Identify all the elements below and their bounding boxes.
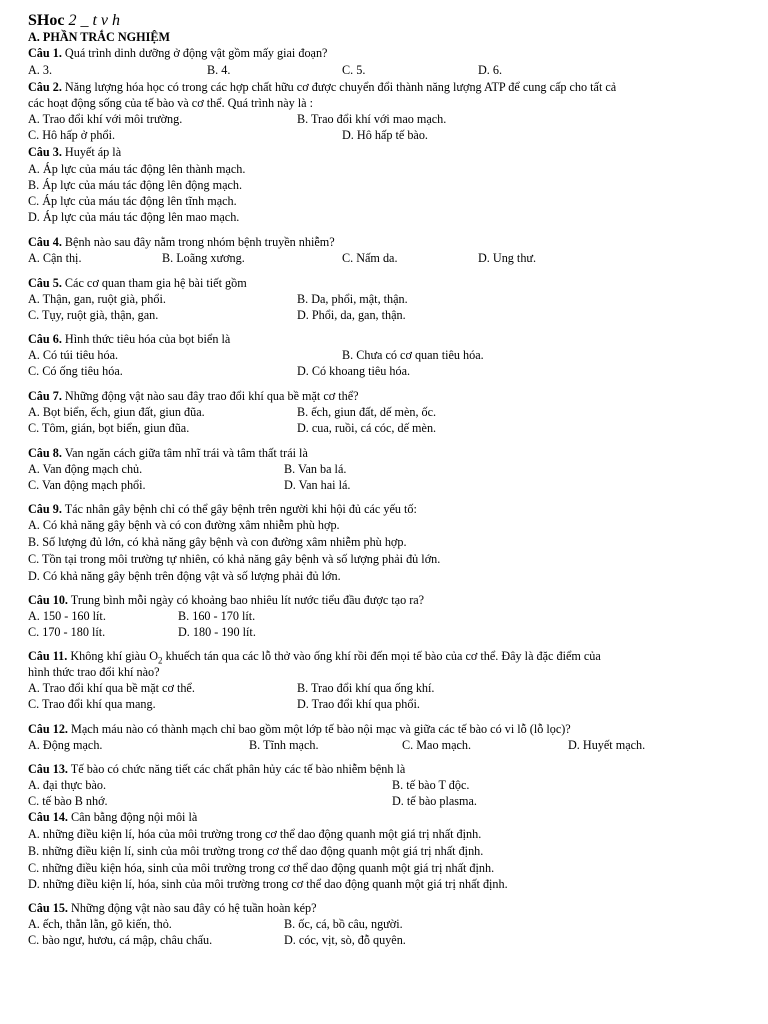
question-5-stem xyxy=(28,276,740,291)
question-3-stem xyxy=(28,145,740,160)
option-c[interactable]: C. tế bào B nhớ. xyxy=(28,794,108,808)
option-d[interactable]: D. Phổi, da, gan, thận. xyxy=(297,308,406,322)
header-rest: 2 _ t v h xyxy=(68,12,120,29)
option-d[interactable]: D. Van hai lá. xyxy=(284,478,351,492)
option-b[interactable]: B. 160 - 170 lít. xyxy=(178,609,256,623)
option-a[interactable]: A. đại thực bào. xyxy=(28,778,107,792)
option-b[interactable]: B. Trao đổi khí qua ống khí. xyxy=(297,681,435,695)
question-text: Năng lượng hóa học có trong các hợp chất hữu cơ được chuyển đổi thành năng lượng ATP để cung cấp cho tất cả xyxy=(64,80,617,94)
option-a[interactable]: A. Trao đổi khí với môi trường. xyxy=(28,112,183,126)
section-title: A. PHẦN TRẮC NGHIỆM xyxy=(28,30,170,44)
question-text: Những động vật nào sau đây trao đổi khí qua bề mặt cơ thể? xyxy=(64,389,359,403)
question-11-stem-cont: hình thức trao đổi khí nào? xyxy=(28,665,160,679)
option-d[interactable]: D. 6. xyxy=(478,63,503,77)
option-b[interactable]: B. tế bào T độc. xyxy=(392,778,470,792)
question-number: Câu 14. xyxy=(28,810,68,824)
question-15-stem xyxy=(28,901,740,916)
question-number: Câu 8. xyxy=(28,446,62,460)
question-14-stem xyxy=(28,810,740,825)
option-a[interactable]: A. những điều kiện lí, hóa của môi trường trong cơ thể dao động quanh một giá trị nhất định. xyxy=(28,827,482,841)
option-c[interactable]: C. bào ngư, hươu, cá mập, châu chấu. xyxy=(28,933,213,947)
option-a[interactable]: A. Áp lực của máu tác động lên thành mạch. xyxy=(28,162,246,176)
option-d[interactable]: D. Hô hấp tế bào. xyxy=(342,128,428,142)
option-d[interactable]: D. Có khoang tiêu hóa. xyxy=(297,364,411,378)
question-number: Câu 4. xyxy=(28,235,62,249)
question-number: Câu 11. xyxy=(28,649,68,663)
question-10-stem xyxy=(28,593,740,608)
option-c[interactable]: C. những điều kiện hóa, sinh của môi trường trong cơ thể dao động quanh một giá trị nhất định. xyxy=(28,861,495,875)
option-a[interactable]: A. ếch, thằn lằn, gõ kiến, thỏ. xyxy=(28,917,172,931)
question-text: Huyết áp là xyxy=(64,145,122,159)
question-8-stem xyxy=(28,446,740,461)
option-d[interactable]: D. cua, ruồi, cá cóc, dế mèn. xyxy=(297,421,437,435)
option-b[interactable]: B. Số lượng đủ lớn, có khả năng gây bệnh và con đường xâm nhiễm phù hợp. xyxy=(28,535,407,549)
question-12-stem xyxy=(28,722,740,737)
option-d[interactable]: D. Trao đổi khí qua phổi. xyxy=(297,697,420,711)
question-text: Các cơ quan tham gia hệ bài tiết gồm xyxy=(64,276,247,290)
option-c[interactable]: C. 170 - 180 lít. xyxy=(28,625,106,639)
option-b[interactable]: B. Chưa có cơ quan tiêu hóa. xyxy=(342,348,484,362)
question-text: Hình thức tiêu hóa của bọt biển là xyxy=(64,332,231,346)
option-a[interactable]: A. Van động mạch chủ. xyxy=(28,462,143,476)
option-a[interactable]: A. 3. xyxy=(28,63,53,77)
option-a[interactable]: A. Động mạch. xyxy=(28,738,103,752)
question-number: Câu 7. xyxy=(28,389,62,403)
question-4-stem xyxy=(28,235,740,250)
question-number: Câu 3. xyxy=(28,145,62,159)
question-number: Câu 10. xyxy=(28,593,68,607)
option-d[interactable]: D. cóc, vịt, sò, đỗ quyên. xyxy=(284,933,406,947)
option-b[interactable]: B. 4. xyxy=(207,63,231,77)
question-2-stem xyxy=(28,80,740,95)
option-c[interactable]: C. Hô hấp ở phổi. xyxy=(28,128,116,142)
option-c[interactable]: C. Trao đổi khí qua mang. xyxy=(28,697,156,711)
subscript: 2 xyxy=(158,655,163,666)
page-header xyxy=(28,12,740,30)
question-13-stem xyxy=(28,762,740,777)
question-text: Van ngăn cách giữa tâm nhĩ trái và tâm thất trái là xyxy=(64,446,308,460)
question-number: Câu 2. xyxy=(28,80,62,94)
question-text: Quá trình dinh dưỡng ở động vật gồm mấy giai đoạn? xyxy=(64,46,328,60)
question-6-stem xyxy=(28,332,740,347)
option-c[interactable]: C. Van động mạch phổi. xyxy=(28,478,146,492)
question-text: Bệnh nào sau đây nằm trong nhóm bệnh truyền nhiễm? xyxy=(64,235,335,249)
header-brand: SHoc xyxy=(28,12,65,29)
question-number: Câu 5. xyxy=(28,276,62,290)
option-b[interactable]: B. Van ba lá. xyxy=(284,462,347,476)
option-c[interactable]: C. Tụy, ruột già, thận, gan. xyxy=(28,308,159,322)
option-d[interactable]: D. Ung thư. xyxy=(478,251,537,265)
question-2-stem-cont: các hoạt động sống của tế bào và cơ thể. Quá trình này là : xyxy=(28,96,313,110)
option-d[interactable]: D. Huyết mạch. xyxy=(568,738,646,752)
option-a[interactable]: A. Thận, gan, ruột già, phổi. xyxy=(28,292,166,306)
question-text: Cân bằng động nội môi là xyxy=(71,810,198,824)
option-c[interactable]: C. Tồn tại trong môi trường tự nhiên, có khả năng gây bệnh và số lượng phải đủ lớn. xyxy=(28,552,441,566)
question-number: Câu 15. xyxy=(28,901,68,915)
question-number: Câu 12. xyxy=(28,722,68,736)
question-9-stem xyxy=(28,502,740,517)
question-number: Câu 6. xyxy=(28,332,62,346)
option-c[interactable]: C. Áp lực của máu tác động lên tĩnh mạch. xyxy=(28,194,237,208)
option-b[interactable]: B. ốc, cá, bồ câu, người. xyxy=(284,917,403,931)
question-text: Không khí giàu O xyxy=(70,649,159,663)
option-c[interactable]: C. Mao mạch. xyxy=(402,738,472,752)
question-1-stem xyxy=(28,46,740,61)
option-b[interactable]: B. ếch, giun đất, dế mèn, ốc. xyxy=(297,405,437,419)
question-number: Câu 13. xyxy=(28,762,68,776)
option-c[interactable]: C. Tôm, gián, bọt biển, giun đũa. xyxy=(28,421,190,435)
option-d[interactable]: D. tế bào plasma. xyxy=(392,794,477,808)
option-c[interactable]: C. 5. xyxy=(342,63,366,77)
question-text: Mạch máu nào có thành mạch chỉ bao gồm một lớp tế bào nội mạc và giữa các tế bào có vi lỗ (lỗ lọc)? xyxy=(71,722,571,736)
option-c[interactable]: C. Có ống tiêu hóa. xyxy=(28,364,123,378)
option-b[interactable]: B. Áp lực của máu tác động lên động mạch. xyxy=(28,178,243,192)
option-d[interactable]: D. Áp lực của máu tác động lên mao mạch. xyxy=(28,210,240,224)
option-a[interactable]: A. Trao đổi khí qua bề mặt cơ thể. xyxy=(28,681,195,695)
option-b[interactable]: B. Da, phổi, mật, thận. xyxy=(297,292,408,306)
option-b[interactable]: B. Trao đổi khí với mao mạch. xyxy=(297,112,447,126)
option-d[interactable]: D. những điều kiện lí, hóa, sinh của môi trường trong cơ thể dao động quanh một giá trị nhất định. xyxy=(28,877,508,891)
option-a[interactable]: A. Bọt biển, ếch, giun đất, giun đũa. xyxy=(28,405,205,419)
question-7-stem xyxy=(28,389,740,404)
question-text-rest: khuếch tán qua các lỗ thở vào ống khí rồi đến mọi tế bào của cơ thể. Đây là đặc điểm của xyxy=(162,649,601,663)
question-text: Tác nhân gây bệnh chỉ có thể gây bệnh trên người khi hội đủ các yếu tố: xyxy=(64,502,417,516)
question-text: Tế bào có chức năng tiết các chất phân hủy các tế bào nhiễm bệnh là xyxy=(70,762,406,776)
option-a[interactable]: A. Cận thị. xyxy=(28,251,82,265)
option-b[interactable]: B. Tĩnh mạch. xyxy=(249,738,319,752)
option-d[interactable]: D. Có khả năng gây bệnh trên động vật và số lượng phải đủ lớn. xyxy=(28,569,341,583)
option-d[interactable]: D. 180 - 190 lít. xyxy=(178,625,256,639)
question-text: Những động vật nào sau đây có hệ tuần hoàn kép? xyxy=(71,901,317,915)
option-a[interactable]: A. Có túi tiêu hóa. xyxy=(28,348,119,362)
question-number: Câu 1. xyxy=(28,46,62,60)
option-a[interactable]: A. 150 - 160 lít. xyxy=(28,609,106,623)
option-a[interactable]: A. Có khả năng gây bệnh và có con đường xâm nhiễm phù hợp. xyxy=(28,518,340,532)
question-number: Câu 9. xyxy=(28,502,62,516)
option-b[interactable]: B. Loãng xương. xyxy=(162,251,245,265)
option-b[interactable]: B. những điều kiện lí, sinh của môi trường trong cơ thể dao động quanh một giá trị nhất định. xyxy=(28,844,484,858)
question-text: Trung bình mỗi ngày có khoảng bao nhiêu lít nước tiểu đầu được tạo ra? xyxy=(70,593,425,607)
option-c[interactable]: C. Nấm da. xyxy=(342,251,398,265)
